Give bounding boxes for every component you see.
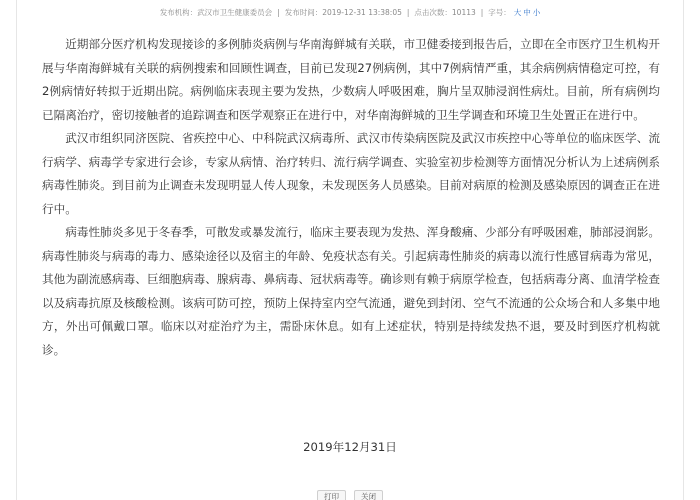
views-value: 10113 (451, 8, 476, 17)
publisher-label: 发布机构： (159, 8, 198, 17)
publish-time-label: 发布时间： (284, 8, 323, 17)
article-date: 2019年12月31日 (303, 440, 397, 454)
meta-separator: | (406, 8, 410, 17)
meta-separator: | (277, 8, 280, 17)
article-actions (0, 490, 700, 500)
article-meta-bar (0, 6, 700, 20)
font-size-large-link[interactable]: 大 (513, 8, 522, 17)
article-paragraph: 病毒性肺炎多见于冬春季，可散发或暴发流行，临床主要表现为发热、浑身酸痛、少部分有呼吸困难，肺部浸润影。病毒性肺炎与病毒的毒力、感染途径以及宿主的年龄、免疫状态有关。引起病毒性肺炎的病毒以流行性感冒病毒为常见，其他为副流感病毒、巨细胞病毒、腺病毒、鼻病毒、冠状病毒等。确诊则有赖于病原学检查，包括病毒分离、血清学检查以及病毒抗原及核酸检测。该病可防可控，预防上保持室内空气流通，避免到封闭、空气不流通的公众场合和人多集中地方，外出可佩戴口罩。临床以对症治疗为主，需卧床休息。如有上述症状，特别是持续发热不退，要及时到医疗机构就诊。 (42, 225, 660, 357)
print-button[interactable]: 打印 (317, 490, 346, 500)
font-size-medium-link[interactable]: 中 (523, 8, 531, 17)
article-paragraph: 武汉市组织同济医院、省疾控中心、中科院武汉病毒所、武汉市传染病医院及武汉市疾控中心等单位的临床医学、流行病学、病毒学专家进行会诊，专家从病情、治疗转归、流行病学调查、实验室初步检测等方面情况分析认为上述病例系病毒性肺炎。到目前为止调查未发现明显人传人现象，未发现医务人员感染。目前对病原的检测及感染原因的调查正在进行中。 (42, 131, 660, 216)
font-size-small-link[interactable]: 小 (532, 8, 541, 17)
views-label: 点击次数： (414, 8, 452, 17)
meta-separator: | (480, 8, 484, 17)
close-button[interactable]: 关闭 (354, 490, 383, 500)
font-size-label: 字号： (488, 8, 511, 17)
publish-time-value: 2019-12-31 13:38:05 (322, 8, 402, 17)
article-paragraph: 近期部分医疗机构发现接诊的多例肺炎病例与华南海鲜城有关联，市卫健委接到报告后，立即在全市医疗卫生机构开展与华南海鲜城有关联的病例搜索和回顾性调查，目前已发现27例病例，其中7例病情严重，其余病例病情稳定可控，有2例病情好转拟于近期出院。病例临床表现主要为发热，少数病人呼吸困难，胸片呈双肺浸润性病灶。目前，所有病例均已隔离治疗，密切接触者的追踪调查和医学观察正在进行中，对华南海鲜城的卫生学调查和环境卫生处置正在进行中。 (42, 37, 660, 122)
article-body (42, 33, 660, 362)
publisher-value: 武汉市卫生健康委员会 (197, 8, 273, 17)
